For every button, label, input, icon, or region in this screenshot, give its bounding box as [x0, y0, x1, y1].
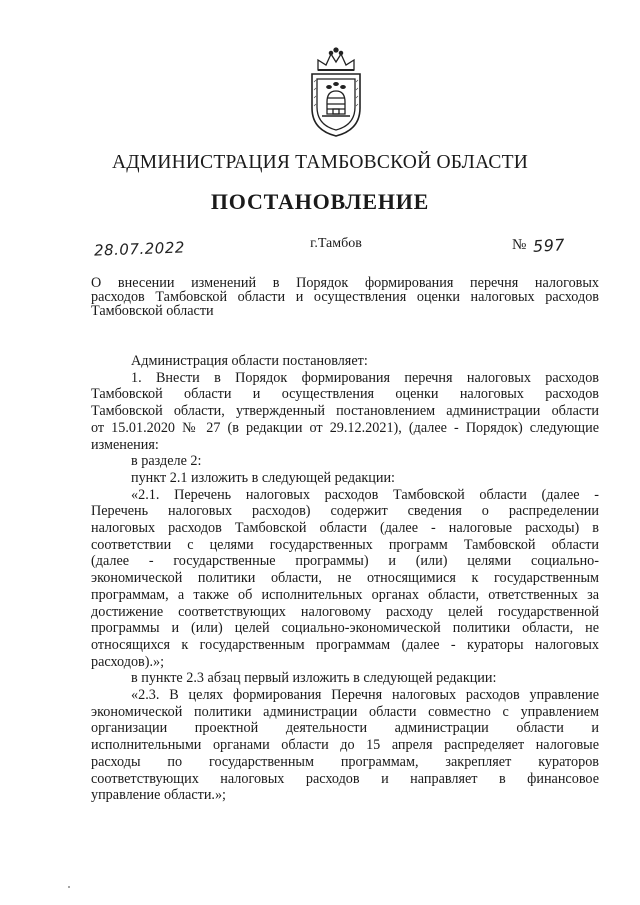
body-line: Тамбовской области и осуществления оценки налоговых расходов — [91, 386, 599, 403]
body-line: соответствии с целями государственных программ Тамбовской области — [91, 536, 599, 553]
body-line: в разделе 2: — [131, 453, 202, 470]
body-line: достижение соответствующих налоговому расходу целей государственной — [91, 603, 599, 620]
organization-name: АДМИНИСТРАЦИЯ ТАМБОВСКОЙ ОБЛАСТИ — [112, 152, 528, 173]
body-line: Администрация области постановляет: — [131, 353, 368, 369]
body-line: экономической политики администрации области совместно с управлением — [91, 703, 599, 720]
document-type-title: ПОСТАНОВЛЕНИЕ — [210, 189, 430, 214]
body-line: от 15.01.2020 № 27 (в редакции от 29.12.2021), (далее - Порядок) следующие — [91, 419, 599, 436]
handwritten-number: 597 — [532, 235, 566, 256]
body-line: относящихся к государственным программам (далее - кураторы налоговых — [91, 636, 599, 653]
body-line: в пункте 2.3 абзац первый изложить в следующей редакции: — [131, 670, 497, 687]
body-line: программы и (или) целей социально-экономической политики области, не — [91, 620, 599, 637]
body-line: расходы по государственным программам, закрепляет кураторов — [91, 753, 599, 770]
tambov-coat-of-arms-emblem — [296, 46, 376, 138]
body-line: «2.3. В целях формирования Перечня налоговых расходов управление — [131, 687, 599, 704]
body-line: 1. Внести в Порядок формирования перечня налоговых расходов — [131, 369, 599, 386]
body-line: расходов).»; — [91, 653, 165, 670]
scan-speck — [68, 886, 70, 888]
body-line: программам, а также об исполнительных органах области, ответственных за — [91, 586, 599, 603]
document-body — [91, 353, 599, 804]
number-label: № — [512, 237, 527, 253]
document-subject — [91, 276, 599, 318]
body-line: исполнительными органами области до 15 апреля распределяет налоговые — [91, 737, 599, 754]
body-line: «2.1. Перечень налоговых расходов Тамбовской области (далее - — [131, 486, 599, 503]
body-line: налоговых расходов Тамбовской области (далее - налоговые расходы) в — [91, 520, 599, 537]
body-line: Перечень налоговых расходов) содержит сведения о распределении — [91, 503, 599, 520]
subject-line: Тамбовской области — [91, 303, 214, 319]
body-line: (далее - государственные программы) и (или) целями социально- — [91, 553, 599, 570]
body-line: управление области.»; — [91, 787, 227, 804]
body-line: пункт 2.1 изложить в следующей редакции: — [131, 469, 395, 486]
subject-line: расходов Тамбовской области и осуществления оценки налоговых расходов — [91, 289, 599, 305]
body-line: изменения: — [91, 436, 159, 453]
body-line: соответствующих налоговых расходов и направляет в финансовое — [91, 770, 599, 787]
subject-line: О внесении изменений в Порядок формирования перечня налоговых — [91, 275, 599, 291]
body-line: экономической политики области, не относящимися к государственным — [91, 570, 599, 587]
body-line: Тамбовской области, утвержденный постановлением администрации области — [91, 403, 599, 420]
handwritten-date: 28.07.2022 — [93, 238, 186, 260]
body-line: организации проектной деятельности администрации области и — [91, 720, 599, 737]
city-label: г.Тамбов — [310, 236, 362, 251]
